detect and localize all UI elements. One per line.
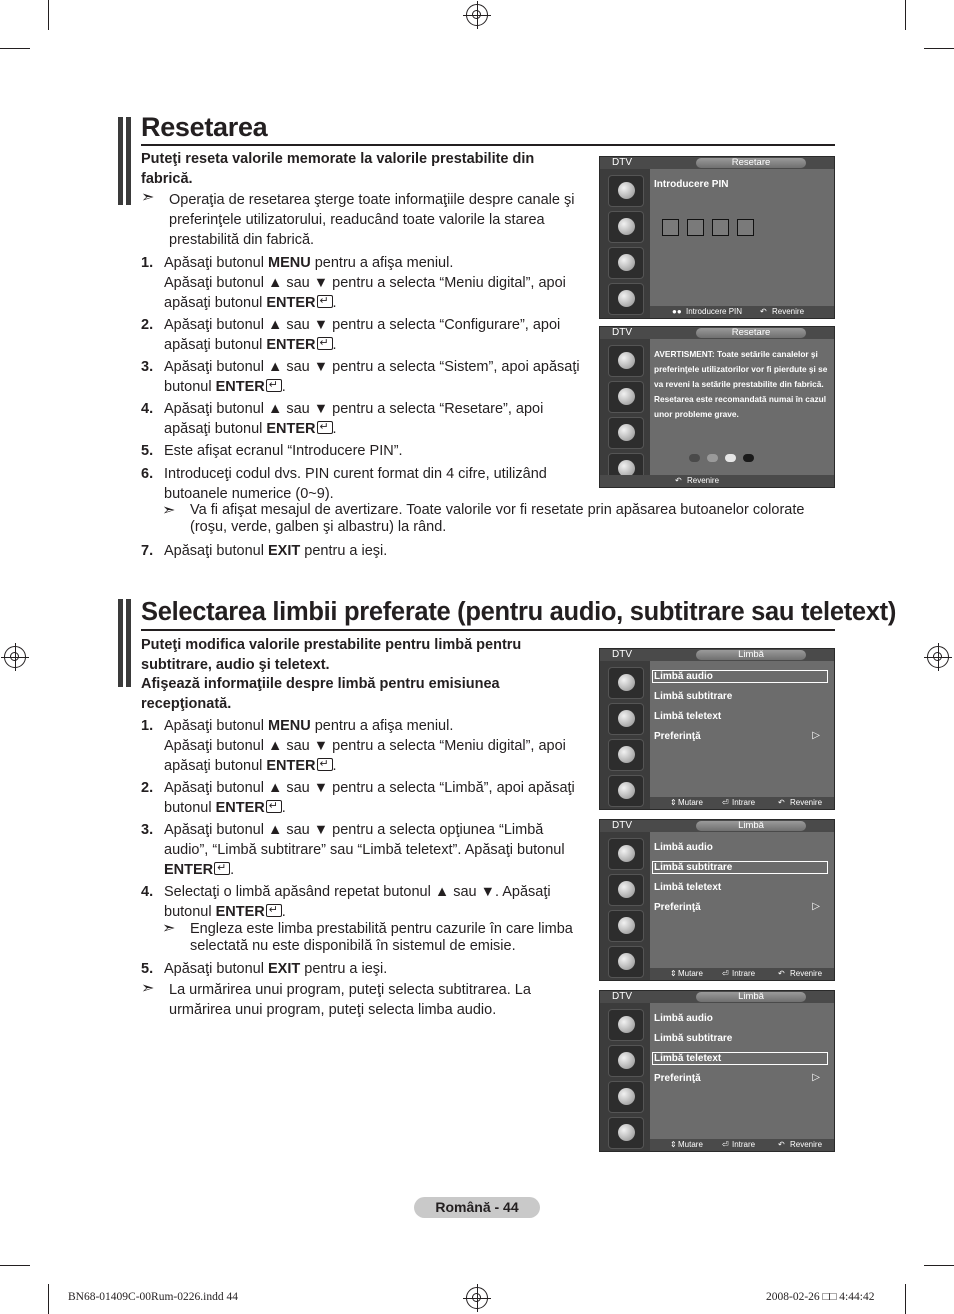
- antenna-icon: [608, 1009, 644, 1041]
- up-down-icon: ⇕: [670, 1140, 677, 1149]
- step-number: 4.: [141, 401, 154, 417]
- crop-mark: [924, 48, 954, 49]
- tv-screen-reset-pin: [599, 156, 835, 319]
- reset-warning-note: Va fi afişat mesajul de avertizare. Toate valorile vor fi resetate prin apăsarea butoanelor colorate (roşu, verde, galben şi albastru) la rând.: [190, 502, 805, 535]
- section-marker: [118, 599, 131, 687]
- step-text: Apăsaţi butonul ▲ sau ▼ pentru a selecta “Configurare”, apoi apăsaţi butonul ENTER↵ .: [164, 315, 604, 355]
- step-text: Introduceţi codul dvs. PIN curent format din 4 cifre, utilizând butoanele numerice (0~9).: [164, 466, 547, 502]
- sound-icon: [608, 247, 644, 279]
- footer-enter: Intrare: [732, 969, 756, 978]
- reset-intro: Puteţi reseta valorile memorate la valorile prestabilite din fabrică.: [141, 151, 535, 187]
- step-number: 3.: [141, 822, 154, 838]
- menu-item[interactable]: Limbă teletext: [654, 882, 722, 893]
- step-number: 2.: [141, 780, 154, 796]
- footer-move: Mutare: [678, 798, 703, 807]
- up-down-icon: ⇕: [670, 798, 677, 807]
- step-number: 5.: [141, 443, 154, 459]
- dtv-label: DTV: [612, 157, 632, 168]
- step-number: 7.: [141, 543, 154, 559]
- return-icon: ↶: [778, 969, 785, 978]
- footer-file-info: BN68-01409C-00Rum-0226.indd 44: [68, 1291, 238, 1303]
- footer-back: Revenire: [772, 307, 805, 316]
- step-text: Selectaţi o limbă apăsând repetat butonul ▲ sau ▼. Apăsaţi butonul ENTER↵ .: [164, 882, 604, 922]
- submenu-arrow-icon: ▷: [812, 901, 820, 912]
- note-arrow-icon: ➣: [141, 980, 155, 997]
- submenu-arrow-icon: ▷: [812, 730, 820, 741]
- note-arrow-icon: ➣: [141, 189, 155, 206]
- step-text: Apăsaţi butonul ▲ sau ▼ pentru a selecta opţiunea “Limbă audio”, “Limbă subtitrare” sau “Limbă teletext”. Apăsaţi butonul ENTER↵ .: [164, 820, 604, 880]
- footer-pin: Introducere PIN: [686, 307, 743, 316]
- title-rule: [141, 144, 835, 146]
- setup-icon: [608, 1117, 644, 1149]
- menu-item[interactable]: Preferinţă: [654, 731, 701, 742]
- screen-title: Limbă: [696, 821, 806, 831]
- footer-back: Revenire: [687, 476, 720, 485]
- setup-icon: [608, 283, 644, 315]
- picture-icon: [608, 703, 644, 735]
- footer-move: Mutare: [678, 1140, 703, 1149]
- enter-icon: ⏎: [722, 798, 729, 807]
- screen-title: Resetare: [696, 328, 806, 338]
- footer-timestamp: 2008-02-26 □□ 4:44:42: [766, 1291, 875, 1303]
- registration-mark-icon: [466, 4, 488, 26]
- footer-back: Revenire: [790, 798, 823, 807]
- setup-icon: [608, 775, 644, 807]
- page-number-label: Română - 44: [414, 1197, 540, 1218]
- pin-box[interactable]: [737, 219, 754, 236]
- number-keys-icon: ●●: [672, 307, 682, 316]
- step-number: 1.: [141, 255, 154, 271]
- dtv-label: DTV: [612, 327, 632, 338]
- step-text: Apăsaţi butonul ▲ sau ▼ pentru a selecta “Limbă”, apoi apăsaţi butonul ENTER↵ .: [164, 778, 604, 818]
- picture-icon: [608, 1045, 644, 1077]
- crop-mark: [905, 0, 906, 30]
- section-title-language: Selectarea limbii preferate (pentru audio, subtitrare sau teletext): [141, 598, 897, 626]
- crop-mark: [924, 1265, 954, 1266]
- footer-back: Revenire: [790, 969, 823, 978]
- pin-label: Introducere PIN: [654, 179, 729, 190]
- step-text: Apăsaţi butonul EXIT pentru a ieşi.: [164, 543, 388, 559]
- sound-icon: [608, 739, 644, 771]
- tv-screen-reset-warning: [599, 326, 835, 488]
- step-number: 6.: [141, 466, 154, 482]
- antenna-icon: [608, 175, 644, 207]
- step-number: 5.: [141, 961, 154, 977]
- return-icon: ↶: [760, 307, 767, 316]
- step-number: 3.: [141, 359, 154, 375]
- picture-icon: [608, 874, 644, 906]
- screen-title: Resetare: [696, 158, 806, 168]
- step-text: Apăsaţi butonul ▲ sau ▼ pentru a selecta “Sistem”, apoi apăsaţi butonul ENTER↵ .: [164, 357, 604, 397]
- screen-title: Limbă: [696, 650, 806, 660]
- language-end-note: La urmărirea unui program, puteţi selecta subtitrarea. La urmărirea unui program, puteţi selecta limba audio.: [169, 982, 531, 1018]
- step-text: Apăsaţi butonul MENU pentru a afişa meniul. Apăsaţi butonul ▲ sau ▼ pentru a selecta “Meniu digital”, apoi apăsaţi butonul ENTER↵ .: [164, 716, 604, 776]
- footer-move: Mutare: [678, 969, 703, 978]
- crop-mark: [48, 1284, 49, 1314]
- menu-item[interactable]: Limbă audio: [654, 671, 713, 682]
- pin-box[interactable]: [662, 219, 679, 236]
- tv-screen-language: [599, 990, 835, 1152]
- sound-icon: [608, 417, 644, 449]
- menu-item[interactable]: Limbă audio: [654, 842, 713, 853]
- language-intro: Puteţi modifica valorile prestabilite pentru limbă pentru subtitrare, audio şi teletext.: [141, 637, 522, 673]
- note-arrow-icon: ➣: [162, 920, 176, 937]
- return-icon: ↶: [778, 798, 785, 807]
- menu-item[interactable]: Limbă audio: [654, 1013, 713, 1024]
- step-text: Apăsaţi butonul EXIT pentru a ieşi.: [164, 961, 388, 977]
- tv-screen-language: [599, 819, 835, 981]
- up-down-icon: ⇕: [670, 969, 677, 978]
- reset-note: Operaţia de resetarea şterge toate informaţiile despre canale şi preferinţele utilizatorului, readucând toate valorile la starea prestabilită din fabrică.: [169, 192, 575, 248]
- return-icon: ↶: [778, 1140, 785, 1149]
- menu-item[interactable]: Preferinţă: [654, 1073, 701, 1084]
- color-button-dot[interactable]: [689, 454, 700, 462]
- crop-mark: [0, 48, 30, 49]
- dtv-label: DTV: [612, 991, 632, 1002]
- antenna-icon: [608, 838, 644, 870]
- menu-item[interactable]: Limbă teletext: [654, 711, 722, 722]
- step-text: Apăsaţi butonul ▲ sau ▼ pentru a selecta “Resetare”, apoi apăsaţi butonul ENTER↵ .: [164, 399, 604, 439]
- crop-mark: [0, 1265, 30, 1266]
- tv-screen-language: [599, 648, 835, 810]
- registration-mark-icon: [466, 1287, 488, 1309]
- crop-mark: [48, 0, 49, 30]
- section-title-reset: Resetarea: [141, 112, 268, 142]
- enter-icon: ⏎: [722, 1140, 729, 1149]
- setup-icon: [608, 946, 644, 978]
- color-button-dot[interactable]: [725, 454, 736, 462]
- screen-title: Limbă: [696, 992, 806, 1002]
- registration-mark-icon: [4, 646, 26, 668]
- pin-box[interactable]: [687, 219, 704, 236]
- sound-icon: [608, 910, 644, 942]
- dtv-label: DTV: [612, 649, 632, 660]
- footer-enter: Intrare: [732, 798, 756, 807]
- picture-icon: [608, 381, 644, 413]
- warning-text: AVERTISMENT: Toate setările canalelor şi preferinţele utilizatorilor vor fi pierdute şi se va reveni la setările prestabilite din fabrică. Resetarea este recomandată numai în cazul unor probleme grave.: [654, 349, 828, 419]
- menu-item[interactable]: Preferinţă: [654, 902, 701, 913]
- language-intro-2: Afişează informaţiile despre limbă pentru emisiunea recepţionată.: [141, 676, 500, 712]
- menu-item[interactable]: Limbă subtitrare: [654, 691, 733, 702]
- submenu-arrow-icon: ▷: [812, 1072, 820, 1083]
- sound-icon: [608, 1081, 644, 1113]
- step-number: 1.: [141, 718, 154, 734]
- section-marker: [118, 117, 131, 205]
- language-default-note: Engleza este limba prestabilită pentru cazurile în care limba selectată nu este disponibilă în sistemul de emisie.: [190, 921, 573, 954]
- picture-icon: [608, 211, 644, 243]
- antenna-icon: [608, 667, 644, 699]
- step-number: 4.: [141, 884, 154, 900]
- menu-item[interactable]: Limbă subtitrare: [654, 862, 733, 873]
- step-text: Apăsaţi butonul MENU pentru a afişa meniul. Apăsaţi butonul ▲ sau ▼ pentru a selecta “Meniu digital”, apoi apăsaţi butonul ENTER↵ .: [164, 253, 604, 313]
- color-button-dot[interactable]: [743, 454, 754, 462]
- footer-back: Revenire: [790, 1140, 823, 1149]
- step-number: 2.: [141, 317, 154, 333]
- enter-icon: ⏎: [722, 969, 729, 978]
- color-button-dot[interactable]: [707, 454, 718, 462]
- pin-box[interactable]: [712, 219, 729, 236]
- return-icon: ↶: [675, 476, 682, 485]
- footer-enter: Intrare: [732, 1140, 756, 1149]
- registration-mark-icon: [927, 646, 949, 668]
- step-text: Este afişat ecranul “Introducere PIN”.: [164, 443, 403, 459]
- menu-item[interactable]: Limbă teletext: [654, 1053, 722, 1064]
- title-rule: [141, 629, 835, 631]
- note-arrow-icon: ➣: [162, 502, 176, 519]
- dtv-label: DTV: [612, 820, 632, 831]
- antenna-icon: [608, 345, 644, 377]
- crop-mark: [905, 1284, 906, 1314]
- menu-item[interactable]: Limbă subtitrare: [654, 1033, 733, 1044]
